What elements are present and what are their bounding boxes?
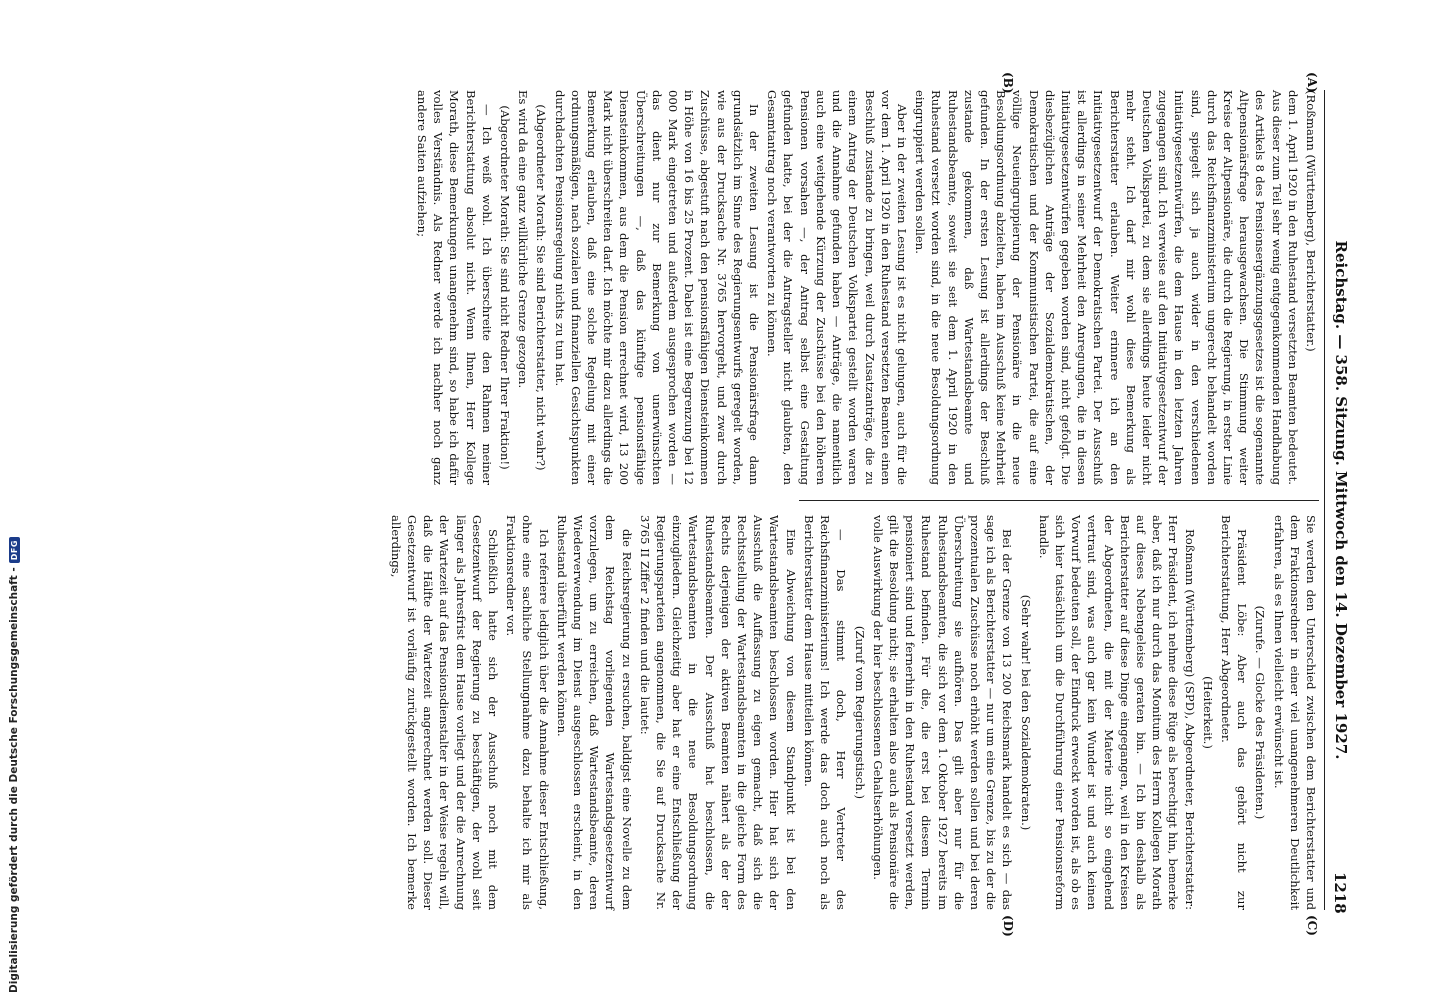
paragraph: — Ich weiß wohl. Ich überschreite den Rahmen meiner Berichterstattung absolut nicht. Wenn Ihnen, Herr Kollege Morath, diese Bemerkungen unangenehm sind, so habe ich dafür volles Verständnis. Als Redner werde ich nachher noch ganz andere Saiten aufziehen;	[415, 90, 494, 485]
paragraph: In der zweiten Lesung ist die Pensionärsfrage dann grundsätzlich im Sinne des Regierungsentwurfs geregelt worden, wie aus der Drucksache Nr. 3765 hervorgeht, und zwar durch Zuschüsse, abgestuft nach den pensionsfähigen Diensteinkommen in Höhe von 16 bis 25 Prozent. Dabei ist eine Begrenzung bei 12 000 Mark eingetreten und außerdem ausgesprochen worden — das dient nur zur Bemerkung von unerwünschten Überschreitungen —, daß das künftige pensionsfähige Diensteinkommen, aus dem die Pension errechnet wird, 13 200 Mark nicht überschreiten darf. Ich möchte mir dazu allerdings die Bemerkung erlauben, daß eine solche Regelung mit einer ordnungsmäßigen, nach sozialen und finanziellen Gesichtspunkten durchdachten Pensionsregelung nichts zu tun hat.	[552, 90, 762, 485]
interjection: (Zurufe. — Glocke des Präsidenten.)	[1253, 605, 1268, 820]
paragraph: Schließlich hatte sich der Ausschuß noch mit dem Gesetzentwurf der Regierung zu beschäftigen, der wohl seit länger als Jahresfrist dem Hause vorliegt und der die Anrechnung der Wartezeit auf das Pensionsdienstalter in der Weise regeln will, daß die Hälfte der Wartezeit angerechnet werden soll. Dieser Gesetzentwurf ist vorläufig zurückgestellt worden. Ich bemerke allerdings,	[388, 515, 501, 910]
paragraph: Sie werden den Unterschied zwischen dem Berichterstatter und dem Fraktionsredner in einer viel unangenehmeren Deutlichkeit erfahren, als es Ihnen vielleicht erwünscht ist.	[1271, 515, 1318, 910]
paragraph: Präsident Löbe: Aber auch das gehört nicht zur Berichterstattung, Herr Abgeordneter.	[1218, 515, 1250, 910]
interjection: (Sehr wahr! bei den Sozialdemokraten.)	[1018, 594, 1033, 831]
paragraph: Eine Abweichung von diesem Standpunkt ist bei den Wartestandsbeamten beschlossen worden. Hier hat sich der Ausschuß die Auffassung zu eigen gemacht, daß sich die Rechtsstellung der Wartestandsbeamten in die gleiche Form des Rechts derjenigen der aktiven Beamten nähert als der der Ruhestandsbeamten. Der Ausschuß hat beschlossen, die Wartestandsbeamten in die neue Besoldungsordnung einzugliedern. Gleichzeitig aber hat er eine Entschließung der Regierungsparteien angenommen, die Sie auf Drucksache Nr. 3765 II Ziffer 2 finden und die lautet:	[637, 515, 798, 910]
margin-marker-b: (B)	[1001, 72, 1015, 94]
digitization-credit	[8, 537, 20, 993]
left-column	[412, 90, 1319, 485]
paragraph: (Roßmann (Württemberg), Berichterstatter.)	[1304, 90, 1318, 352]
margin-marker-d: (D)	[1001, 915, 1015, 937]
paragraph: — Das stimmt doch, Herr Vertreter des Reichsfinanzministeriums! Ich werde das doch auch noch als Berichterstatter dem Hause mitteilen können.	[801, 515, 849, 910]
paragraph: Es wird da eine ganz willkürliche Grenze gezogen.	[516, 90, 531, 389]
page-title: Reichstag. — 358. Sitzung. Mittwoch den 14. Dezember 1927.	[1332, 240, 1350, 760]
credit-text: Digitalisierung gefördert durch die Deutsche Forschungsgemeinschaft -	[8, 567, 20, 993]
interjection: (Abgeordneter Morath: Sie sind Berichterstatter, nicht wahr?)	[534, 104, 549, 471]
interjection: (Heiterkeit.)	[1200, 676, 1215, 749]
paragraph: Ich referiere lediglich über die Annahme dieser Entschließung, ohne eine sachliche Stellungnahme dazu behalte ich mir als Fraktionsredner vor.	[504, 515, 551, 910]
header-rule	[1324, 90, 1325, 910]
dfg-logo: DFG	[9, 537, 20, 563]
column-separator	[799, 500, 1319, 501]
right-column	[386, 515, 1319, 910]
margin-marker-a: (A)	[1305, 72, 1319, 93]
interjection: (Abgeordneter Morath: Sie sind nicht Redner Ihrer Fraktion!)	[498, 105, 513, 470]
page-header	[1327, 90, 1355, 910]
paragraph: dem 1. April 1920 in den Ruhestand versetzten Beamten bedeutet. Aus dieser zum Teil sehr wenig entgegenkommenden Handhabung des Artikels 8 des Pensionsergänzungsgesetzes ist die sogenannte Altpensionärsfrage herausgewachsen. Die Stimmung weiter Kreise der Altpensionäre, die durch die Regierung, in erster Linie durch das Reichsfinanzministerium ungerecht behandelt worden sind, spiegelt sich ja auch wider in den verschiedenen Initiativgesetzentwürfen, die dem Hause in den letzten Jahren zugegangen sind. Ich verweise auf den Initiativgesetzentwurf der Deutschen Volkspartei, zu dem sie allerdings heute leider nicht mehr steht. Ich darf mir wohl diese Bemerkung als Berichterstatter erlauben. Weiter erinnere ich an den Initiativgesetzentwurf der Demokratischen Partei. Der Ausschuß ist allerdings in seiner Mehrheit den Anregungen, die in diesen Initiativgesetzentwürfen gegeben worden sind, nicht gefolgt. Die diesbezüglichen Anträge der Sozialdemokratischen, der Demokratischen und der Kommunistischen Partei, die auf eine völlige Neueingruppierung der Pensionäre in die neue Besoldungsordnung abzielten, haben im Ausschuß keine Mehrheit gefunden. In der ersten Lesung ist allerdings der Beschluß zustande gekommen, daß Wartestandsbeamte und Ruhestandsbeamte, soweit sie seit dem 1. April 1920 in den Ruhestand versetzt worden sind, in die neue Besoldungsordnung eingruppiert werden sollen.	[913, 90, 1300, 485]
page-number: 1218	[1331, 872, 1349, 914]
margin-marker-c: (C)	[1305, 915, 1319, 936]
paragraph: Roßmann (Württemberg) (SPD), Abgeordneter, Berichterstatter: Herr Präsident, ich nehme diese Rüge als berechtigt hin, bemerke aber, daß ich nur durch das Monitum des Herrn Kollegen Morath auf dieses Nebengeleise geraten bin. — Ich bin deshalb als Berichterstatter auf diese Dinge eingegangen, weil in den Kreisen der Abgeordneten, die mit der Materie nicht so eingehend vertraut sind, was auch gar kein Wunder ist und auch keinen Vorwurf bedeuten soll, der Eindruck erweckt worden ist, als ob es sich hier tatsächlich um die Durchführung einer Pensionsreform handle.	[1036, 515, 1197, 910]
paragraph: Aber in der zweiten Lesung ist es nicht gelungen, auch für die vor dem 1. April 1920 in den Ruhestand versetzten Beamten einen Beschluß zustande zu bringen, weil durch Zusatzanträge, die zu einem Antrag der Deutschen Volkspartei gestellt worden waren und die Annahme gefunden haben — Anträge, die namentlich auch eine weitgehende Kürzung der Zuschüsse bei den höheren Pensionen vorsahen —, der Antrag selbst eine Gestaltung gefunden hatte, bei der die Antragsteller nicht glaubten, den Gesamtantrag noch verantworten zu können.	[765, 90, 909, 485]
paragraph: Bei der Grenze von 13 200 Reichsmark handelt es sich — das sage ich als Berichterstatter — nur um eine Grenze, bis zu der die prozentualen Zuschüsse noch erhöht werden sollen und bei deren Überschreitung sie aufhören. Das gilt aber nur für die Ruhestandsbeamten, die sich vor dem 1. Oktober 1927 bereits im Ruhestand befinden. Für die, die erst bei diesem Termin pensioniert sind und fernerhin in den Ruhestand versetzt werden, gilt die Besoldung nicht; sie erhalten also auch als Pensionäre die volle Auswirkung der hier beschlossenen Gehaltserhöhungen.	[870, 515, 1015, 910]
interjection: (Zuruf vom Regierungstisch.)	[852, 625, 867, 800]
rotated-document-page	[115, 72, 1355, 937]
quoted-resolution: die Reichsregierung zu ersuchen, baldigst eine Novelle zu dem dem Reichstag vorliegenden Wartestandsgesetzentwurf vorzulegen, um zu erreichen, daß Wartestandsbeamte, deren Wiederverwendung im Dienst ausgeschlossen erscheint, in den Ruhestand überführt werden können.	[554, 515, 634, 910]
